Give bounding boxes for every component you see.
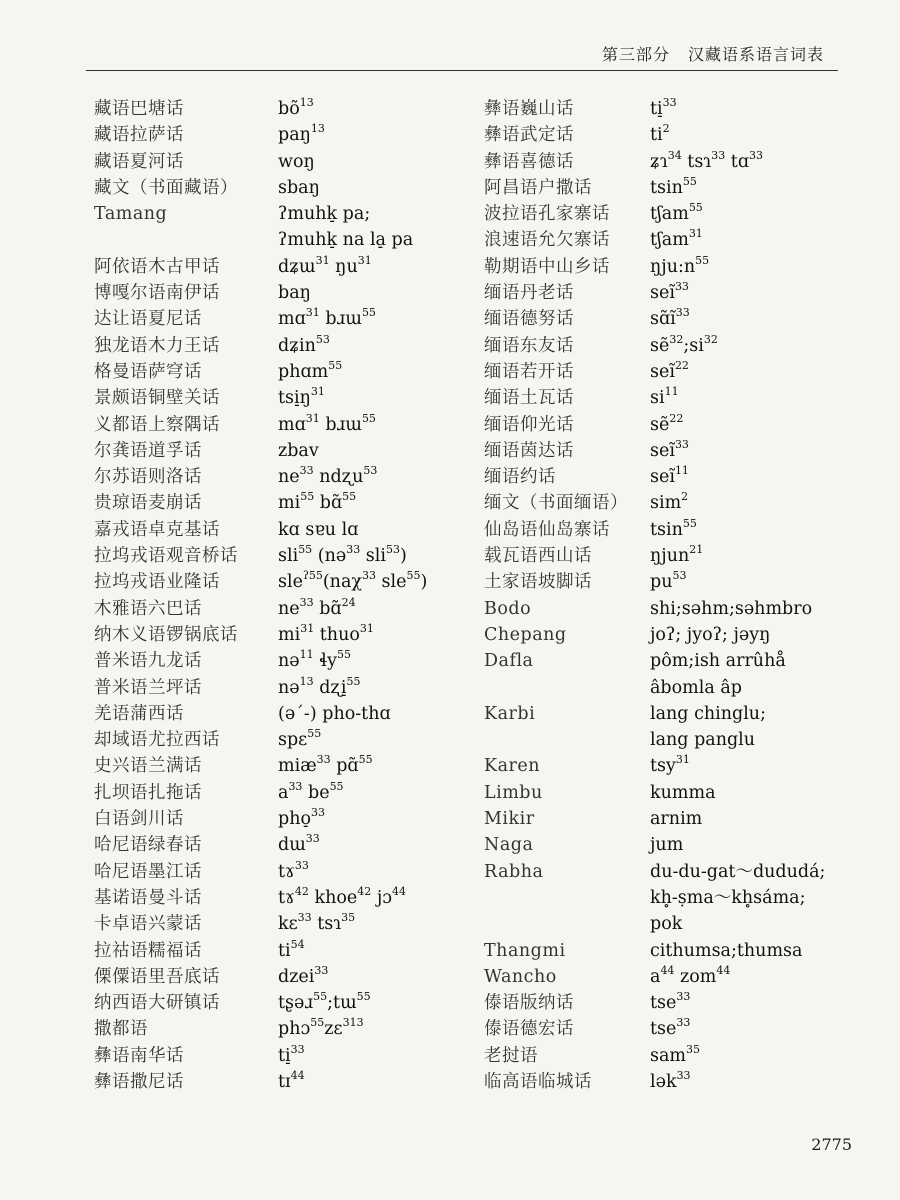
entry-row	[94, 96, 427, 122]
word-form: $ne^{33}$ bɑ̃$^{24}$	[278, 595, 356, 619]
entry-row	[94, 832, 427, 858]
word-form: phɑm$^{55}$	[278, 358, 343, 382]
entry-row	[94, 938, 427, 964]
word-form: seĩ$^{33}$	[650, 437, 689, 461]
language-name: 缅语丹老话	[484, 283, 574, 304]
entry-row	[484, 122, 825, 148]
language-name: Bodo	[484, 598, 532, 619]
entry-row	[484, 885, 825, 911]
entry-row	[94, 438, 427, 464]
entry-row	[484, 412, 825, 438]
language-name: 土家语坡脚话	[484, 572, 592, 593]
language-name: 撒都语	[94, 1019, 148, 1040]
language-name: 仙岛语仙岛寨话	[484, 519, 610, 540]
entry-row	[484, 175, 825, 201]
entry-row	[94, 753, 427, 779]
word-form: $ti^{54}$	[278, 937, 305, 961]
word-form: phɔ$^{55}$zɛ$^{313}$	[278, 1016, 364, 1040]
word-form: baŋ	[278, 283, 311, 304]
entry-row	[484, 701, 825, 727]
page-number: 2775	[811, 1135, 852, 1154]
language-name: 却域语尤拉西话	[94, 730, 220, 751]
entry-row	[94, 306, 427, 332]
language-name: 白语剑川话	[94, 809, 184, 830]
entry-row	[94, 254, 427, 280]
word-form: âbomla âp	[650, 677, 742, 698]
right-word-column	[484, 96, 825, 1095]
left-word-column	[94, 96, 427, 1095]
entry-row	[484, 227, 825, 253]
word-form: sbaŋ	[278, 177, 320, 198]
entry-row	[484, 96, 825, 122]
language-name: 木雅语六巴话	[94, 598, 202, 619]
entry-row	[94, 543, 427, 569]
word-form: $a^{44}$ zom$^{44}$	[650, 963, 731, 987]
language-name: 普米语兰坪话	[94, 677, 202, 698]
word-form: seĩ$^{22}$	[650, 358, 689, 382]
language-name: 卡卓语兴蒙话	[94, 914, 202, 935]
language-name: 缅语若开话	[484, 361, 574, 382]
entry-row	[484, 254, 825, 280]
entry-row	[484, 464, 825, 490]
language-name: 傣语德宏话	[484, 1019, 574, 1040]
language-name: 缅语仰光话	[484, 414, 574, 435]
word-form: tɤ$^{42}$ khoe$^{42}$ jɔ$^{44}$	[278, 884, 407, 908]
entry-row	[94, 911, 427, 937]
entry-row	[94, 333, 427, 359]
language-name: 勒期语中山乡话	[484, 256, 610, 277]
language-name: 拉坞戎语业隆话	[94, 572, 220, 593]
language-name: 博嘎尔语南伊话	[94, 283, 220, 304]
word-form: nə$^{11}$ ɬy$^{55}$	[278, 647, 352, 672]
word-form: ʑɿ$^{34}$ tsɿ$^{33}$ tɑ$^{33}$	[650, 148, 764, 172]
language-name: Rabha	[484, 861, 544, 882]
language-name: 达让语夏尼话	[94, 309, 202, 330]
word-form: tʃam$^{55}$	[650, 200, 703, 225]
entry-row	[484, 964, 825, 990]
language-name: 拉祜语糯福话	[94, 940, 202, 961]
entry-row	[484, 938, 825, 964]
language-name: Mikir	[484, 809, 535, 830]
language-name: 浪速语允欠寨话	[484, 230, 610, 251]
entry-row	[484, 596, 825, 622]
language-name: Wancho	[484, 966, 557, 987]
language-name: 阿昌语户撒话	[484, 177, 592, 198]
word-form: $bõ^{13}$	[278, 95, 314, 119]
entry-row	[94, 359, 427, 385]
entry-row	[94, 859, 427, 885]
word-form: $a^{33}$ $be^{55}$	[278, 779, 344, 803]
language-name: 拉坞戎语观音桥话	[94, 546, 238, 567]
word-form: $ne^{33}$ ndʐu$^{53}$	[278, 463, 378, 488]
header-part: 第三部分	[601, 45, 670, 64]
language-name: 贵琼语麦崩话	[94, 493, 202, 514]
language-name: 义都语上察隅话	[94, 414, 220, 435]
entry-row	[484, 1016, 825, 1042]
language-name: 羌语蒲西话	[94, 703, 184, 724]
entry-row	[94, 1016, 427, 1042]
language-name: Chepang	[484, 624, 567, 645]
language-name: 哈尼语绿春话	[94, 835, 202, 856]
entry-row	[484, 569, 825, 595]
language-name: 阿依语木古甲话	[94, 256, 220, 277]
entry-row	[94, 464, 427, 490]
language-name: 哈尼语墨江话	[94, 861, 202, 882]
word-form: kh̥-ṣma～kh̥sáma;	[650, 887, 806, 908]
entry-row	[484, 385, 825, 411]
entry-row	[484, 517, 825, 543]
word-form: dʑin$^{53}$	[278, 332, 330, 356]
entry-row	[94, 806, 427, 832]
language-name: 彝语巍山话	[484, 99, 574, 119]
entry-row	[94, 385, 427, 411]
word-form: pho̠$^{33}$	[278, 805, 326, 830]
word-form: lang chinglu;	[650, 703, 766, 724]
entry-row	[484, 911, 825, 937]
language-name: 波拉语孔家寨话	[484, 204, 610, 225]
entry-row	[484, 280, 825, 306]
entry-row	[94, 675, 427, 701]
word-form: sle$^{ʔ55}$(naχ$^{33}$ sle$^{55}$)	[278, 569, 428, 593]
word-form: tsy$^{31}$	[650, 753, 690, 777]
word-form: sam$^{35}$	[650, 1042, 701, 1066]
word-form: tsin$^{55}$	[650, 516, 697, 540]
word-form: pôm;ish arrûhå	[650, 651, 786, 672]
entry-row	[484, 438, 825, 464]
word-form: ti̠$^{33}$	[278, 1042, 305, 1066]
language-name: 纳西语大研镇话	[94, 993, 220, 1014]
entry-row	[94, 780, 427, 806]
entry-row	[484, 859, 825, 885]
entry-row	[94, 1069, 427, 1095]
word-form: dzei$^{33}$	[278, 963, 329, 987]
word-form: seĩ$^{11}$	[650, 463, 689, 488]
word-form: tʂəɹ$^{55}$;tɯ$^{55}$	[278, 989, 371, 1014]
entry-row	[94, 280, 427, 306]
word-form: tɤ$^{33}$	[278, 858, 309, 882]
word-form: ŋjun$^{21}$	[650, 542, 704, 567]
language-name: 傈僳语里吾底话	[94, 966, 220, 987]
entry-row	[94, 201, 427, 227]
language-name: 缅文（书面缅语）	[484, 493, 628, 514]
word-form: lək$^{33}$	[650, 1068, 691, 1092]
entry-row	[484, 727, 825, 753]
entry-row	[94, 596, 427, 622]
language-name: 普米语九龙话	[94, 651, 202, 672]
entry-row	[484, 359, 825, 385]
entry-row	[94, 1043, 427, 1069]
word-form: lang panglu	[650, 730, 756, 751]
language-name: 临高语临城话	[484, 1071, 592, 1092]
language-name: 藏语巴塘话	[94, 99, 184, 119]
language-name: Naga	[484, 835, 534, 856]
header-rule	[86, 70, 838, 71]
language-name: 缅语约话	[484, 467, 556, 488]
word-form: nə$^{13}$ dʐi̠$^{55}$	[278, 674, 361, 698]
entry-row	[484, 832, 825, 858]
entry-row	[94, 569, 427, 595]
entry-row	[484, 622, 825, 648]
language-name: 独龙语木力王话	[94, 335, 220, 356]
entry-row	[94, 149, 427, 175]
word-form: sli$^{55}$ (nə$^{33}$ sli$^{53}$)	[278, 542, 407, 567]
word-form: seĩ$^{33}$	[650, 279, 689, 304]
word-form: tse$^{33}$	[650, 1016, 691, 1040]
word-form: $mi^{31}$ thuo$^{31}$	[278, 621, 374, 645]
language-name: 史兴语兰满话	[94, 756, 202, 777]
word-form: du-du-gat～dududá;	[650, 861, 826, 882]
word-form: ʔmuhk̠ na la̠ pa	[278, 230, 414, 251]
word-form: ʔmuhk̠ pa;	[278, 204, 371, 225]
word-form: sẽ$^{22}$	[650, 411, 684, 435]
entry-row	[94, 727, 427, 753]
word-form: woŋ	[278, 151, 315, 172]
language-name: 彝语撒尼话	[94, 1071, 184, 1092]
word-form: miæ$^{33}$ pɑ̃$^{55}$	[278, 753, 373, 777]
entry-row	[94, 990, 427, 1016]
language-name: 扎坝语扎拖话	[94, 782, 202, 803]
running-header	[602, 42, 824, 65]
word-form: kɑ sɐu lɑ	[278, 519, 359, 540]
language-name: 景颇语铜壁关话	[94, 388, 220, 409]
entry-row	[484, 543, 825, 569]
language-name: Limbu	[484, 782, 543, 803]
word-form: tɪ$^{44}$	[278, 1068, 305, 1092]
word-form: arnim	[650, 809, 703, 830]
language-name: 纳木义语锣锅底话	[94, 624, 238, 645]
entry-row	[484, 675, 825, 701]
entry-row	[484, 306, 825, 332]
word-form: $tsi̠ŋ^{31}$	[278, 385, 325, 409]
word-form: mɑ$^{31}$ bɹɯ$^{55}$	[278, 306, 376, 330]
word-form: mɑ$^{31}$ bɹɯ$^{55}$	[278, 411, 376, 435]
entry-row	[484, 648, 825, 674]
word-form: (əˊ-) pho-thɑ	[278, 703, 391, 724]
entry-row	[94, 701, 427, 727]
language-name: 载瓦语西山话	[484, 546, 592, 567]
language-name: Tamang	[94, 204, 168, 225]
word-form: ti̠$^{33}$	[650, 95, 677, 119]
language-name: 缅语东友话	[484, 335, 574, 356]
word-form: $mi^{55}$ bɑ̃$^{55}$	[278, 490, 357, 514]
entry-row	[94, 490, 427, 516]
entry-row	[484, 490, 825, 516]
language-name: 尔龚语道孚话	[94, 440, 202, 461]
word-form: kɛ$^{33}$ tsɿ$^{35}$	[278, 910, 356, 935]
entry-row	[484, 1069, 825, 1095]
language-name: 老挝语	[484, 1045, 538, 1066]
entry-row	[94, 175, 427, 201]
language-name: Thangmi	[484, 940, 566, 961]
word-form: kumma	[650, 782, 716, 803]
word-form: tse$^{33}$	[650, 989, 691, 1014]
entry-row	[484, 753, 825, 779]
word-form: joʔ; jyoʔ; jəyŋ	[650, 624, 771, 645]
language-name: 缅语德努话	[484, 309, 574, 330]
word-form: sim$^2$	[650, 490, 689, 514]
language-name: 嘉戎语卓克基话	[94, 519, 220, 540]
entry-row	[94, 648, 427, 674]
entry-row	[94, 517, 427, 543]
language-name: 藏文（书面藏语）	[94, 177, 238, 198]
word-form: jum	[650, 835, 684, 856]
language-name: 尔苏语则洛话	[94, 467, 202, 488]
language-name: 彝语南华话	[94, 1045, 184, 1066]
language-name: Karen	[484, 756, 540, 777]
language-name: 彝语武定话	[484, 125, 574, 146]
entry-row	[94, 122, 427, 148]
header-title: 汉藏语系语言词表	[687, 45, 824, 64]
word-form: pok	[650, 914, 683, 935]
word-form: $ti^2$	[650, 122, 670, 146]
word-form: shi;səhm;səhmbro	[650, 598, 813, 619]
language-name: 彝语喜德话	[484, 151, 574, 172]
entry-row	[484, 149, 825, 175]
language-name: 基诺语曼斗话	[94, 887, 202, 908]
entry-row	[94, 622, 427, 648]
language-name: 藏语夏河话	[94, 151, 184, 172]
word-form: $sẽ^{32};si^{32}$	[650, 332, 718, 356]
word-form: paŋ$^{13}$	[278, 122, 325, 146]
word-form: tʃam$^{31}$	[650, 227, 703, 251]
word-form: zbav	[278, 440, 319, 461]
word-form: cithumsa;thumsa	[650, 940, 803, 961]
entry-row	[484, 780, 825, 806]
entry-row	[94, 964, 427, 990]
entry-row	[484, 201, 825, 227]
word-form: $ŋju:n^{55}$	[650, 253, 710, 277]
language-name: 缅语茵达话	[484, 440, 574, 461]
entry-row	[484, 806, 825, 832]
language-name: 傣语版纳话	[484, 993, 574, 1014]
entry-row	[484, 990, 825, 1016]
word-form: tsin$^{55}$	[650, 174, 697, 198]
language-name: 格曼语萨穹话	[94, 361, 202, 382]
language-name: 缅语土瓦话	[484, 388, 574, 409]
word-form: $pu^{53}$	[650, 569, 687, 593]
language-name: Dafla	[484, 651, 534, 672]
word-form: $si^{11}$	[650, 385, 679, 409]
entry-row	[94, 885, 427, 911]
entry-row	[94, 412, 427, 438]
language-name: 藏语拉萨话	[94, 125, 184, 146]
entry-row	[94, 227, 427, 253]
word-form: dʑɯ$^{31}$ $ŋu^{31}$	[278, 253, 372, 277]
entry-row	[484, 333, 825, 359]
word-form: $sɑ̃ĩ^{33}$	[650, 306, 690, 330]
word-form: dɯ$^{33}$	[278, 832, 320, 856]
word-form: spɛ$^{55}$	[278, 726, 322, 751]
language-name: Karbi	[484, 703, 536, 724]
entry-row	[484, 1043, 825, 1069]
